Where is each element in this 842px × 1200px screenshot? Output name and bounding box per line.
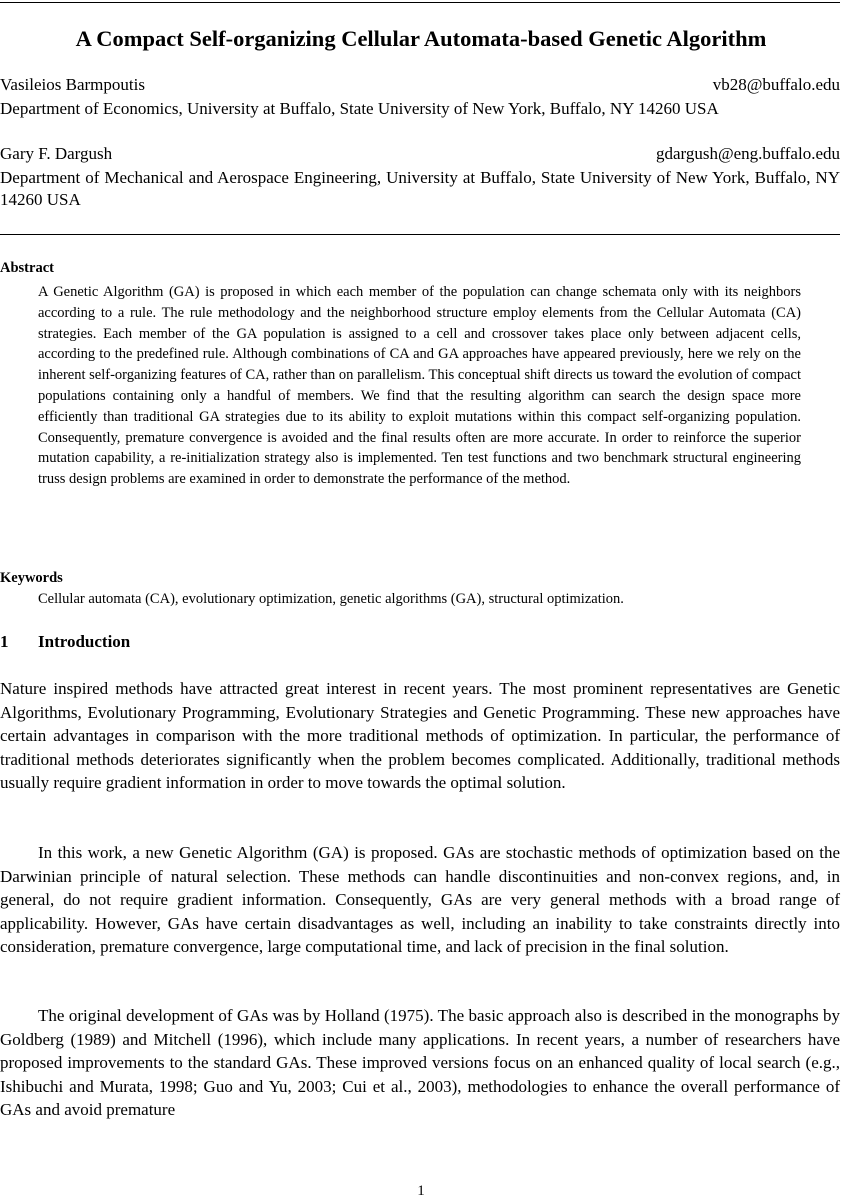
author-email: gdargush@eng.buffalo.edu	[655, 144, 840, 163]
page-number: 1	[417, 1183, 425, 1199]
author-line-2	[0, 144, 840, 164]
body-paragraph: In this work, a new Genetic Algorithm (GA) is proposed. GAs are stochastic methods of optimization based on the Darwinian principle of natural selection. These methods can handle discontinuities and non-convex regions, and, in general, do not require gradient information. Consequently, GAs are very general methods with a broad range of applicability. However, GAs have certain disadvantages as well, including an inability to take constraints directly into consideration, premature convergence, large computational time, and lack of precision in the final solution.	[0, 843, 840, 956]
abstract-text: A Genetic Algorithm (GA) is proposed in which each member of the population can change schemata only with its neighbors according to a rule. The rule methodology and the neighborhood structure employ elements from the Cellular Automata (CA) strategies. Each member of the GA population is assigned to a cell and crossover takes place only between adjacent cells, according to the predefined rule. Although combinations of CA and GA approaches have appeared previously, here we rely on the inherent self-organizing features of CA, rather than on parallelism. This conceptual shift directs us toward the evolution of compact populations containing only a handful of members. We find that the resulting algorithm can search the design space more efficiently than traditional GA strategies due to its ability to exploit mutations within this compact self-organizing population. Consequently, premature convergence is avoided and the final results often are more accurate. In order to reinforce the superior mutation capability, a re-initialization strategy also is implemented. Ten test functions and two benchmark structural engineering truss design problems are examined in order to demonstrate the performance of the method.	[38, 284, 801, 488]
header-rule	[0, 234, 840, 235]
author-name: Vasileios Barmpoutis	[0, 75, 145, 94]
author-line-1	[0, 75, 840, 95]
author-affiliation: Department of Mechanical and Aerospace Engineering, University at Buffalo, State University of New York, Buffalo, NY 14260 USA	[0, 168, 840, 209]
paper-title: A Compact Self-organizing Cellular Automata-based Genetic Algorithm	[75, 26, 767, 51]
author-affiliation: Department of Economics, University at Buffalo, State University of New York, Buffalo, NY 14260 USA	[0, 99, 719, 118]
section-title: Introduction	[38, 632, 131, 651]
author-email: vb28@buffalo.edu	[712, 75, 840, 94]
abstract-heading: Abstract	[0, 260, 54, 276]
body-paragraph: Nature inspired methods have attracted great interest in recent years. The most prominent representatives are Genetic Algorithms, Evolutionary Programming, Evolutionary Strategies and Genetic Programming. These new approaches have certain advantages in comparison with the more traditional methods of optimization. In particular, the performance of traditional methods deteriorates significantly when the problem becomes complicated. Additionally, traditional methods usually require gradient information in order to move towards the optimal solution.	[0, 679, 840, 792]
section-heading	[0, 632, 130, 652]
keywords-heading: Keywords	[0, 570, 63, 586]
section-number: 1	[0, 632, 9, 651]
body-paragraph: The original development of GAs was by Holland (1975). The basic approach also is described in the monographs by Goldberg (1989) and Mitchell (1996), which include many applications. In recent years, a number of researchers have proposed improvements to the standard GAs. These improved versions focus on an enhanced quality of local search (e.g., Ishibuchi and Murata, 1998; Guo and Yu, 2003; Cui et al., 2003), methodologies to enhance the overall performance of GAs and avoid premature	[0, 1006, 840, 1119]
author-name: Gary F. Dargush	[0, 144, 113, 163]
keywords-text: Cellular automata (CA), evolutionary optimization, genetic algorithms (GA), structural optimization.	[38, 591, 624, 607]
top-rule	[0, 2, 840, 3]
